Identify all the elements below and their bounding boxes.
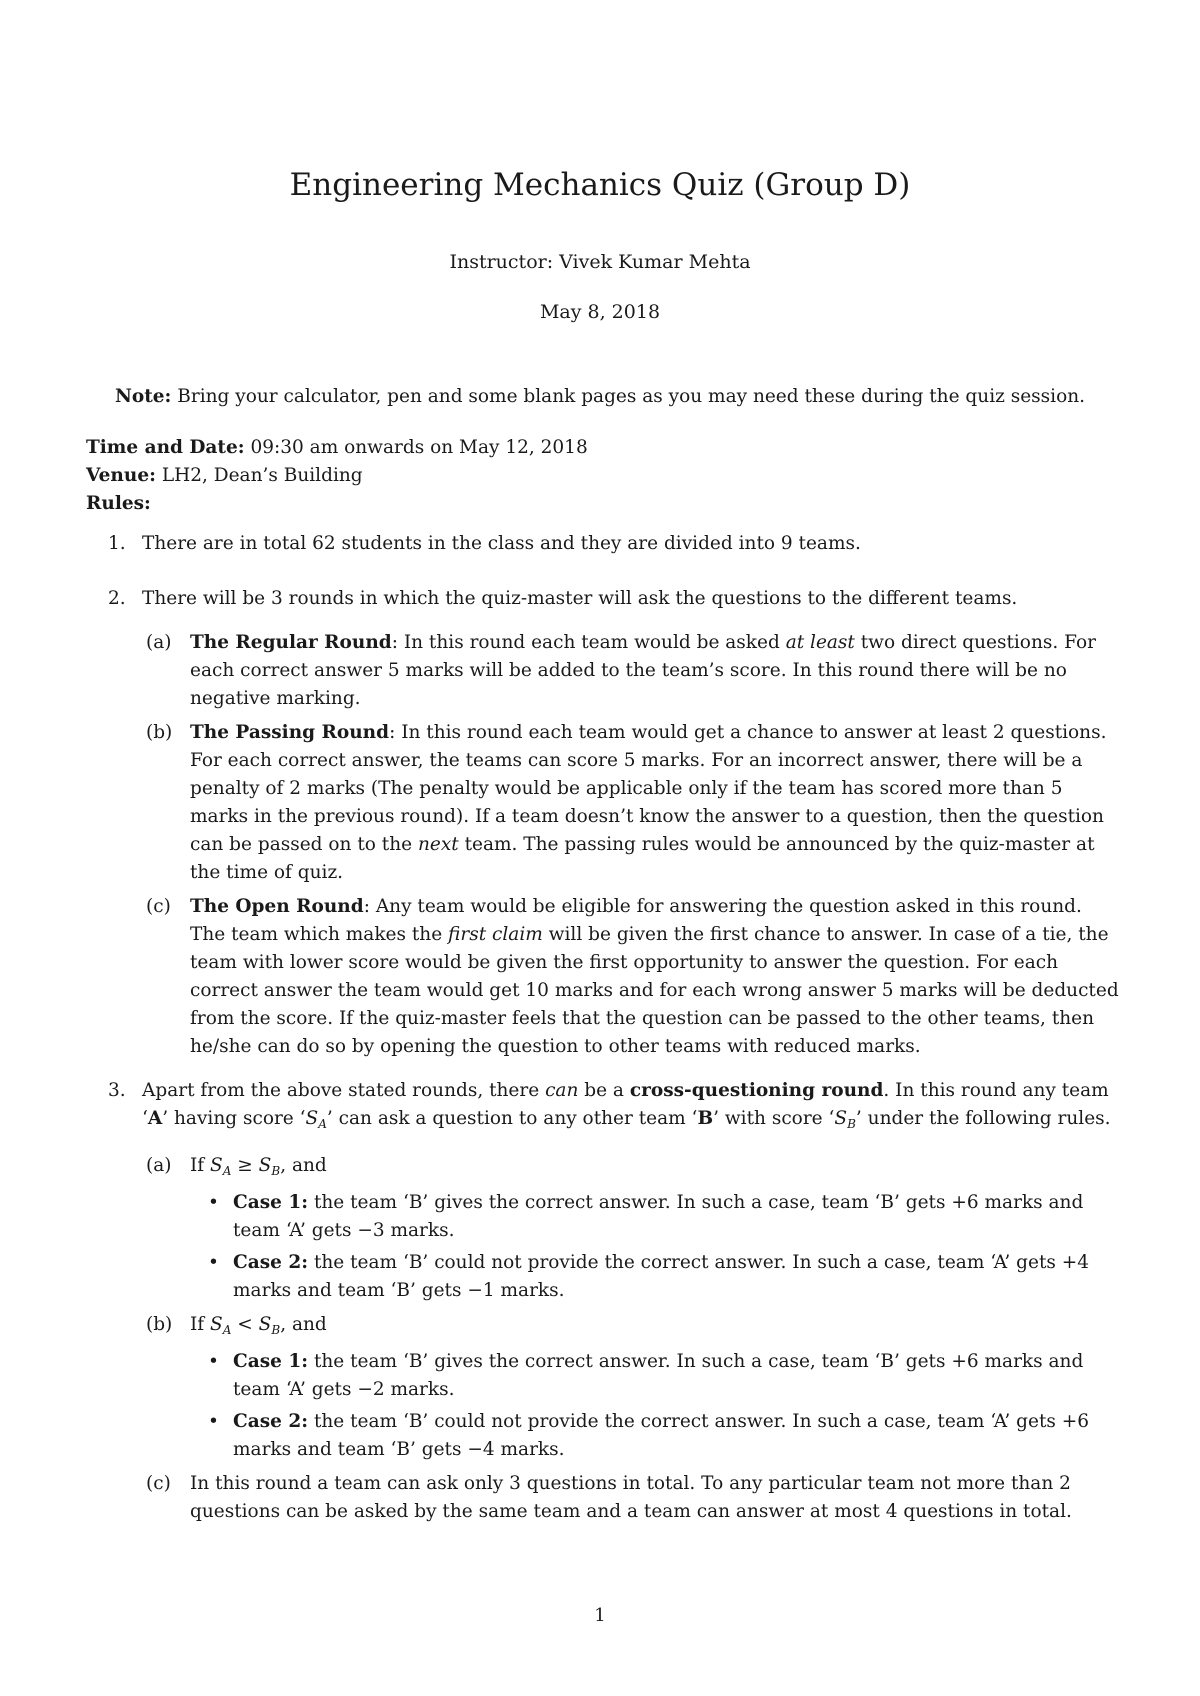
time-date-value: 09:30 am onwards on May 12, 2018 xyxy=(250,437,588,458)
rule-text: . In this round any team ‘ xyxy=(142,1080,1109,1129)
case-text: the team ‘B’ could not provide the correct answer. In such a case, team ‘A’ gets +4 marks and team ‘B’ gets −1 marks. xyxy=(233,1252,1090,1301)
round-text: two direct questions. For each correct answer 5 marks will be added to the team’s score. In this round there will be no negative marking. xyxy=(190,632,1096,709)
score-subscript: B xyxy=(847,1117,856,1131)
condition-b-item xyxy=(86,1311,1121,1344)
rules-heading xyxy=(86,490,1126,518)
round-title: The Regular Round xyxy=(190,632,392,653)
score-subscript: B xyxy=(271,1323,281,1337)
rule-emphasis: can xyxy=(545,1080,579,1101)
score-subscript: B xyxy=(271,1164,281,1178)
condition-c-item xyxy=(86,1470,1121,1526)
bullet-icon: • xyxy=(208,1192,219,1213)
rule-number: 1. xyxy=(108,533,126,554)
score-symbol: S xyxy=(210,1155,223,1176)
score-symbol: S xyxy=(305,1108,319,1129)
round-emphasis: next xyxy=(417,834,459,855)
case-2-item xyxy=(86,1249,1121,1305)
rule-2 xyxy=(86,585,1121,1061)
sub-label: (c) xyxy=(146,896,171,917)
score-subscript: A xyxy=(222,1323,232,1337)
rule-1 xyxy=(86,530,1121,558)
condition-text: If xyxy=(190,1155,211,1176)
sub-label: (a) xyxy=(146,632,172,653)
condition-text: In this round a team can ask only 3 questions in total. To any particular team not more than 2 questions can be asked by the same team and a team can answer at most 4 questions in total. xyxy=(190,1473,1072,1522)
time-date-label: Time and Date: xyxy=(86,437,245,458)
rule-number: 3. xyxy=(108,1080,126,1101)
round-emphasis: at least xyxy=(785,632,855,653)
bullet-icon: • xyxy=(208,1411,219,1432)
rule-text: ’ under the following rules. xyxy=(855,1108,1111,1129)
condition-text: , and xyxy=(280,1155,327,1176)
team-a-label: A xyxy=(147,1108,163,1129)
rule-text: ’ having score ‘ xyxy=(162,1108,306,1129)
passing-round-item xyxy=(86,719,1121,887)
score-subscript: A xyxy=(318,1117,327,1131)
case-text: the team ‘B’ could not provide the correct answer. In such a case, team ‘A’ gets +6 marks and team ‘B’ gets −4 marks. xyxy=(233,1411,1090,1460)
team-b-label: B xyxy=(697,1108,714,1129)
sub-label: (a) xyxy=(146,1155,172,1176)
rule-text: There will be 3 rounds in which the quiz-master will ask the questions to the different teams. xyxy=(142,588,1018,609)
note-text: Bring your calculator, pen and some blank pages as you may need these during the quiz session. xyxy=(177,386,1086,407)
list-item xyxy=(86,530,1121,558)
event-info xyxy=(86,434,1126,518)
cross-questioning-term: cross-questioning round xyxy=(629,1080,884,1101)
score-subscript: A xyxy=(222,1164,232,1178)
rule-text: Apart from the above stated rounds, there xyxy=(142,1080,546,1101)
case-text: the team ‘B’ gives the correct answer. In such a case, team ‘B’ gets +6 marks and team ‘A’ gets −3 marks. xyxy=(233,1192,1084,1241)
round-title: The Open Round xyxy=(190,896,364,917)
bullet-icon: • xyxy=(208,1252,219,1273)
note-label: Note: xyxy=(114,386,172,407)
rule-text: ’ can ask a question to any other team ‘ xyxy=(326,1108,698,1129)
case-label: Case 1: xyxy=(233,1351,309,1372)
case-2-item xyxy=(86,1408,1121,1464)
condition-a-item xyxy=(86,1152,1121,1185)
venue-line xyxy=(86,462,1126,490)
condition-text: , and xyxy=(280,1314,327,1335)
rule-text: There are in total 62 students in the class and they are divided into 9 teams. xyxy=(142,533,861,554)
case-label: Case 1: xyxy=(233,1192,309,1213)
round-text: : Any team would be eligible for answering the question asked in this round. The team which makes the xyxy=(190,896,1082,945)
sub-label: (b) xyxy=(146,722,173,743)
relation-symbol: < xyxy=(231,1314,259,1335)
note-paragraph xyxy=(0,383,1200,411)
rules-label: Rules: xyxy=(86,493,151,514)
list-item xyxy=(86,1077,1121,1138)
rule-text: ’ with score ‘ xyxy=(713,1108,835,1129)
case-1-item xyxy=(86,1189,1121,1245)
score-symbol: S xyxy=(834,1108,848,1129)
round-text: will be given the first chance to answer. In case of a tie, the team with lower score would be given the first opportunity to answer the question. For each correct answer the team would get 10 marks and for each wrong answer 5 marks will be deducted from the score. If the quiz-master feels that the question can be passed to the other teams, then he/she can do so by opening the question to other teams with reduced marks. xyxy=(190,924,1119,1057)
case-text: the team ‘B’ gives the correct answer. In such a case, team ‘B’ gets +6 marks and team ‘A’ gets −2 marks. xyxy=(233,1351,1084,1400)
round-text: : In this round each team would get a chance to answer at least 2 questions. For each correct answer, the teams can score 5 marks. For an incorrect answer, there will be a penalty of 2 marks (The penalty would be applicable only if the team has scored more than 5 marks in the previous round). If a team doesn’t know the answer to a question, then the question can be passed on to the xyxy=(190,722,1107,855)
round-text: : In this round each team would be asked xyxy=(391,632,786,653)
condition-text: If xyxy=(190,1314,211,1335)
case-1-item xyxy=(86,1348,1121,1404)
page-number: 1 xyxy=(594,1605,606,1626)
sub-label: (c) xyxy=(146,1473,171,1494)
score-symbol: S xyxy=(258,1155,272,1176)
venue-value: LH2, Dean’s Building xyxy=(161,465,363,486)
relation-symbol: ≥ xyxy=(231,1155,259,1176)
round-text: team. The passing rules would be announced by the quiz-master at the time of quiz. xyxy=(190,834,1095,883)
rule-number: 2. xyxy=(108,588,126,609)
score-symbol: S xyxy=(210,1314,223,1335)
case-label: Case 2: xyxy=(233,1252,309,1273)
list-item xyxy=(86,585,1121,613)
time-date-line xyxy=(86,434,1126,462)
round-emphasis: first claim xyxy=(448,924,543,945)
score-symbol: S xyxy=(258,1314,272,1335)
open-round-item xyxy=(86,893,1121,1061)
bullet-icon: • xyxy=(208,1351,219,1372)
sub-label: (b) xyxy=(146,1314,173,1335)
venue-label: Venue: xyxy=(86,465,156,486)
round-title: The Passing Round xyxy=(190,722,390,743)
document-title: Engineering Mechanics Quiz (Group D) xyxy=(289,167,911,203)
rule-text: be a xyxy=(578,1080,630,1101)
instructor-line: Instructor: Vivek Kumar Mehta xyxy=(449,251,751,273)
regular-round-item xyxy=(86,629,1121,713)
rule-3 xyxy=(86,1077,1121,1526)
document-date: May 8, 2018 xyxy=(539,301,661,323)
case-label: Case 2: xyxy=(233,1411,309,1432)
